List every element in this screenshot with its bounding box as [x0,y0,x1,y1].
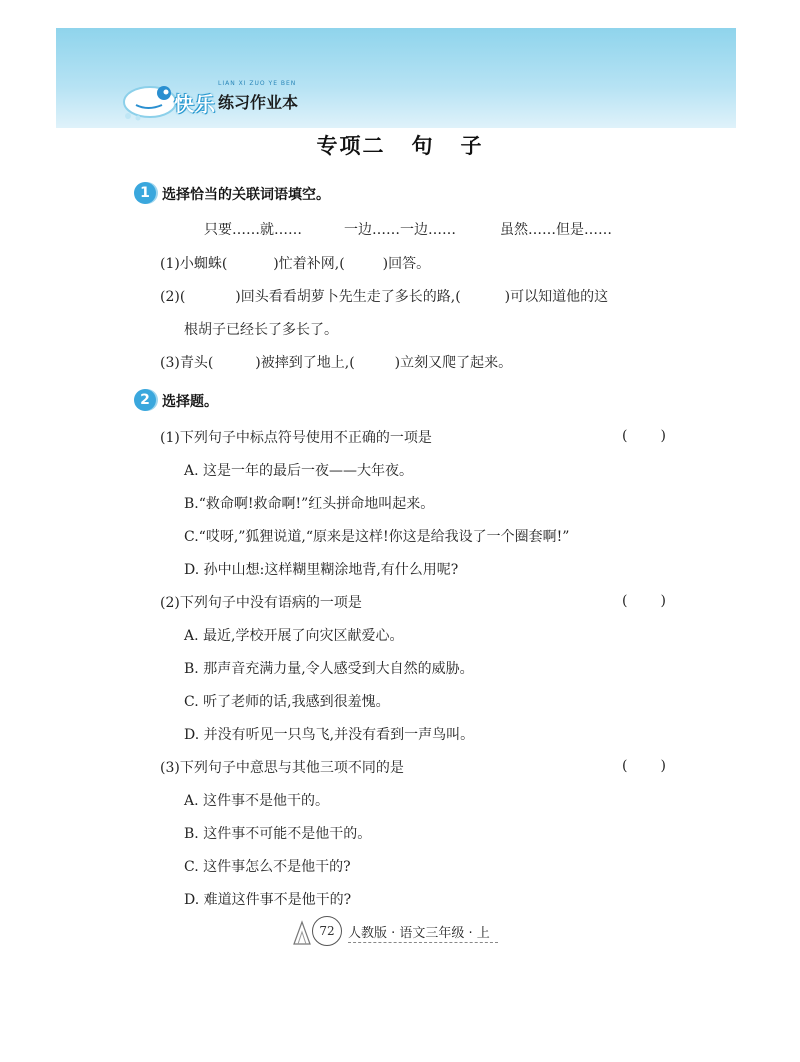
answer-option: C. 这件事怎么不是他干的? [184,859,351,875]
section-title: 选择题。 [162,394,218,410]
answer-option: D. 难道这件事不是他干的? [184,892,352,908]
section-number-badge: 2 [134,389,156,411]
answer-parentheses[interactable]: ( ) [622,428,666,444]
answer-option: D. 孙中山想:这样糊里糊涂地背,有什么用呢? [184,562,459,578]
answer-option: A. 这件事不是他干的。 [184,793,330,809]
page-footer [290,912,510,948]
answer-option: C.“哎呀,”狐狸说道,“原来是这样!你这是给我设了一个圈套啊!” [184,529,570,545]
page-number: 72 [312,916,342,946]
answer-option: C. 听了老师的话,我感到很羞愧。 [184,694,390,710]
frog-mascot-icon [120,78,180,122]
footer-divider [348,942,498,943]
question-stem: (1)下列句子中标点符号使用不正确的一项是 [160,430,432,446]
connective-option: 虽然……但是…… [500,222,612,238]
connective-option: 一边……一边…… [344,222,456,238]
question-stem: (3)下列句子中意思与其他三项不同的是 [160,760,404,776]
fill-question-2: (2)( )回头看看胡萝卜先生走了多长的路,( )可以知道他的这 [160,289,609,305]
title-topic: 专项二 [316,133,386,158]
answer-option: B.“救命啊!救命啊!”红头拼命地叫起来。 [184,496,435,512]
answer-option: B. 那声音充满力量,令人感受到大自然的威胁。 [184,661,474,677]
fill-question-3: (3)青头( )被摔到了地上,( )立刻又爬了起来。 [160,355,513,371]
answer-parentheses[interactable]: ( ) [622,758,666,774]
fill-question-2-continued: 根胡子已经长了多长了。 [184,322,338,338]
logo-sub-text: 练习作业本 [218,93,299,112]
answer-option: B. 这件事不可能不是他干的。 [184,826,372,842]
answer-option: D. 并没有听见一只鸟飞,并没有看到一声鸟叫。 [184,727,475,743]
title-char-2: 子 [460,133,484,158]
answer-option: A. 这是一年的最后一夜——大年夜。 [184,463,414,479]
workbook-logo [120,78,350,122]
connective-option: 只要……就…… [204,222,302,238]
page-title [0,130,800,160]
logo-main-text: 快乐 [174,92,216,116]
pencil-decoration-icon [290,918,314,948]
fill-question-1: (1)小蜘蛛( )忙着补网,( )回答。 [160,256,431,272]
section-title: 选择恰当的关联词语填空。 [162,187,330,203]
answer-option: A. 最近,学校开展了向灾区献爱心。 [184,628,404,644]
question-stem: (2)下列句子中没有语病的一项是 [160,595,362,611]
section-number-badge: 1 [134,182,156,204]
logo-pinyin-text: LIAN XI ZUO YE BEN [218,80,297,87]
title-char-1: 句 [411,133,435,158]
edition-label: 人教版 · 语文三年级 · 上 [348,926,490,941]
answer-parentheses[interactable]: ( ) [622,593,666,609]
